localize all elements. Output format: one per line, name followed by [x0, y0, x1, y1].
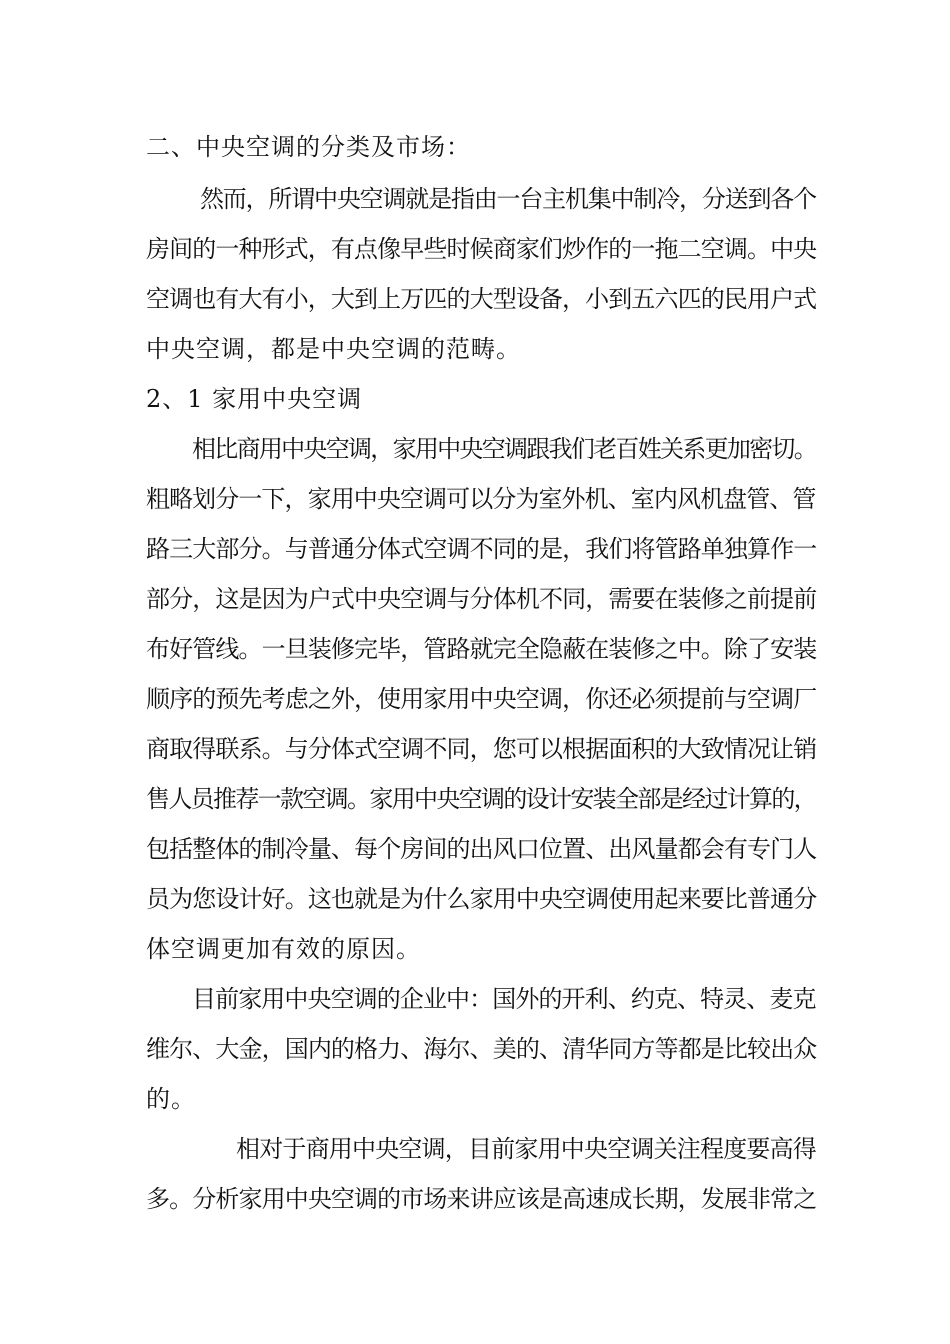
paragraph-line: 房间的一种形式，有点像早些时候商家们炒作的一拖二空调。中央 — [146, 235, 817, 263]
paragraph-line: 然而，所谓中央空调就是指由一台主机集中制冷，分送到各个 — [200, 185, 816, 213]
paragraph-line: 维尔、大金，国内的格力、海尔、美的、清华同方等都是比较出众 — [146, 1035, 817, 1063]
paragraph-line: 目前家用中央空调的企业中：国外的开利、约克、特灵、麦克 — [192, 985, 816, 1013]
paragraph-line: 售人员推荐一款空调。家用中央空调的设计安装全部是经过计算的， — [146, 785, 816, 813]
paragraph-line: 相对于商用中央空调，目前家用中央空调关注程度要高得 — [236, 1135, 816, 1163]
paragraph-line: 部分，这是因为户式中央空调与分体机不同，需要在装修之前提前 — [146, 585, 817, 613]
subsection-heading: 2、1 家用中央空调 — [146, 385, 363, 413]
paragraph-line: 路三大部分。与普通分体式空调不同的是，我们将管路单独算作一 — [146, 535, 817, 563]
paragraph-line: 的。 — [146, 1085, 196, 1113]
paragraph-line: 体空调更加有效的原因。 — [146, 935, 421, 963]
paragraph-line: 空调也有大有小，大到上万匹的大型设备，小到五六匹的民用户式 — [146, 285, 817, 313]
paragraph-line: 中央空调，都是中央空调的范畴。 — [146, 335, 521, 363]
paragraph-line: 相比商用中央空调，家用中央空调跟我们老百姓关系更加密切。 — [192, 435, 816, 463]
paragraph-line: 顺序的预先考虑之外，使用家用中央空调，你还必须提前与空调厂 — [146, 685, 817, 713]
paragraph-line: 多。分析家用中央空调的市场来讲应该是高速成长期，发展非常之 — [146, 1185, 817, 1213]
paragraph-line: 员为您设计好。这也就是为什么家用中央空调使用起来要比普通分 — [146, 885, 817, 913]
section-heading: 二、中央空调的分类及市场： — [146, 133, 471, 161]
paragraph-line: 布好管线。一旦装修完毕，管路就完全隐蔽在装修之中。除了安装 — [146, 635, 817, 663]
paragraph-line: 粗略划分一下，家用中央空调可以分为室外机、室内风机盘管、管 — [146, 485, 816, 513]
paragraph-line: 商取得联系。与分体式空调不同，您可以根据面积的大致情况让销 — [146, 735, 817, 763]
paragraph-line: 包括整体的制冷量、每个房间的出风口位置、出风量都会有专门人 — [146, 835, 817, 863]
